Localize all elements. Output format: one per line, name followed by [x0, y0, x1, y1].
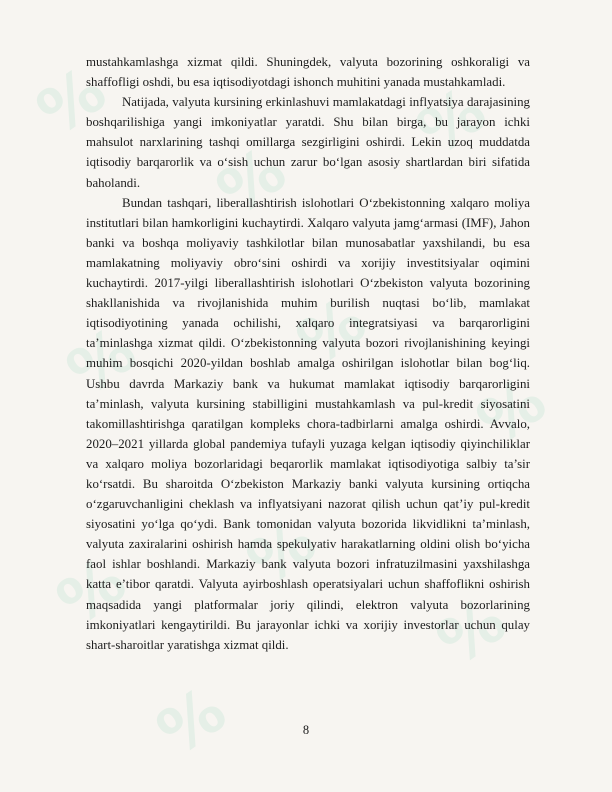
watermark-mark: % — [44, 543, 140, 641]
watermark-mark: % — [404, 73, 500, 171]
page-number: 8 — [302, 723, 310, 737]
watermark-mark: % — [24, 53, 120, 151]
watermark-mark: % — [464, 363, 560, 461]
watermark-mark: % — [424, 583, 520, 681]
paragraph-continuation: mustahkamlashga xizmat qildi. Shuningdek, valyuta bozorining oshkoraligi va shaffofligi oshdi, bu esa iqtisodiyotdagi ishonch muhitini yanada mustahkamladi. — [86, 55, 530, 90]
watermark-mark: % — [204, 133, 300, 231]
watermark-mark: % — [234, 503, 330, 601]
watermark-mark: % — [284, 283, 380, 381]
watermark-mark: % — [54, 313, 150, 411]
watermark-mark: % — [144, 673, 240, 771]
paragraph-result: Natijada, valyuta kursining erkinlashuvi mamlakatdagi inflyatsiya darajasining boshqarilishiga yangi imkoniyatlar yaratdi. Shu bilan birga, bu jarayon ichki mahsulot narxlarining tashqi omillarga sezgirligini oshirdi. Lekin uzoq muddatda iqtisodiy barqarorlik va o‘sish uchun zarur bo‘lgan asosiy shartlardan biri sifatida baholandi. — [86, 95, 530, 190]
body-text — [86, 52, 530, 655]
paragraph-reforms: Bundan tashqari, liberallashtirish islohotlari O‘zbekistonning xalqaro moliya institutlari bilan hamkorligini kuchaytirdi. Xalqaro valyuta jamg‘armasi (IMF), Jahon banki va boshqa moliyaviy tashkilotlar bilan munosabatlar yaxshilandi, bu esa mamlakatning moliyaviy obro‘sini oshirdi va xorijiy investitsiyalar oqimini kuchaytirdi. 2017-yilgi liberallashtirish islohotlari O‘zbekiston valyuta bozorining shakllanishida va rivojlanishida muhim burilish nuqtasi bo‘lib, mamlakat iqtisodiyotining yanada ochilishi, xalqaro integratsiyasi va barqarorligini ta’minlashga xizmat qildi. O‘zbekistonning valyuta bozori rivojlanishining keyingi muhim bosqichi 2020-yildan boshlab amalga oshirilgan islohotlar bilan bog‘liq. Ushbu davrda Markaziy bank va hukumat mamlakat iqtisodiy barqarorligini ta’minlash, valyuta kursining stabilligini mustahkamlash va pul-kredit siyosatini takomillashtirishga qaratilgan kompleks chora-tadbirlarni amalga oshirdi. Avvalo, 2020–2021 yillarda global pandemiya tufayli yuzaga kelgan iqtisodiy qiyinchiliklar va xalqaro moliya bozorlaridagi beqarorlik mamlakat iqtisodiyotiga salbiy ta’sir ko‘rsatdi. Bu sharoitda O‘zbekiston Markaziy banki valyuta kursining ortiqcha o‘zgaruvchanligini cheklash va inflyatsiyani nazorat qilish uchun qat’iy pul-kredit siyosatini yo‘lga qo‘ydi. Bank tomonidan valyuta bozorida likvidlikni ta’minlash, valyuta zaxiralarini oshirish hamda spekulyativ harakatlarning oldini olish bo‘yicha faol ishlar boshlandi. Markaziy bank valyuta bozori infratuzilmasini yaxshilashga katta e’tibor qaratdi. Valyuta ayirboshlash operatsiyalari uchun shaffoflikni oshirish maqsadida yangi platformalar joriy qilindi, elektron valyuta bozorlarining imkoniyatlari kengaytirildi. Bu jarayonlar ichki va xorijiy investorlar uchun qulay shart-sharoitlar yaratishga xizmat qildi. — [86, 195, 530, 652]
